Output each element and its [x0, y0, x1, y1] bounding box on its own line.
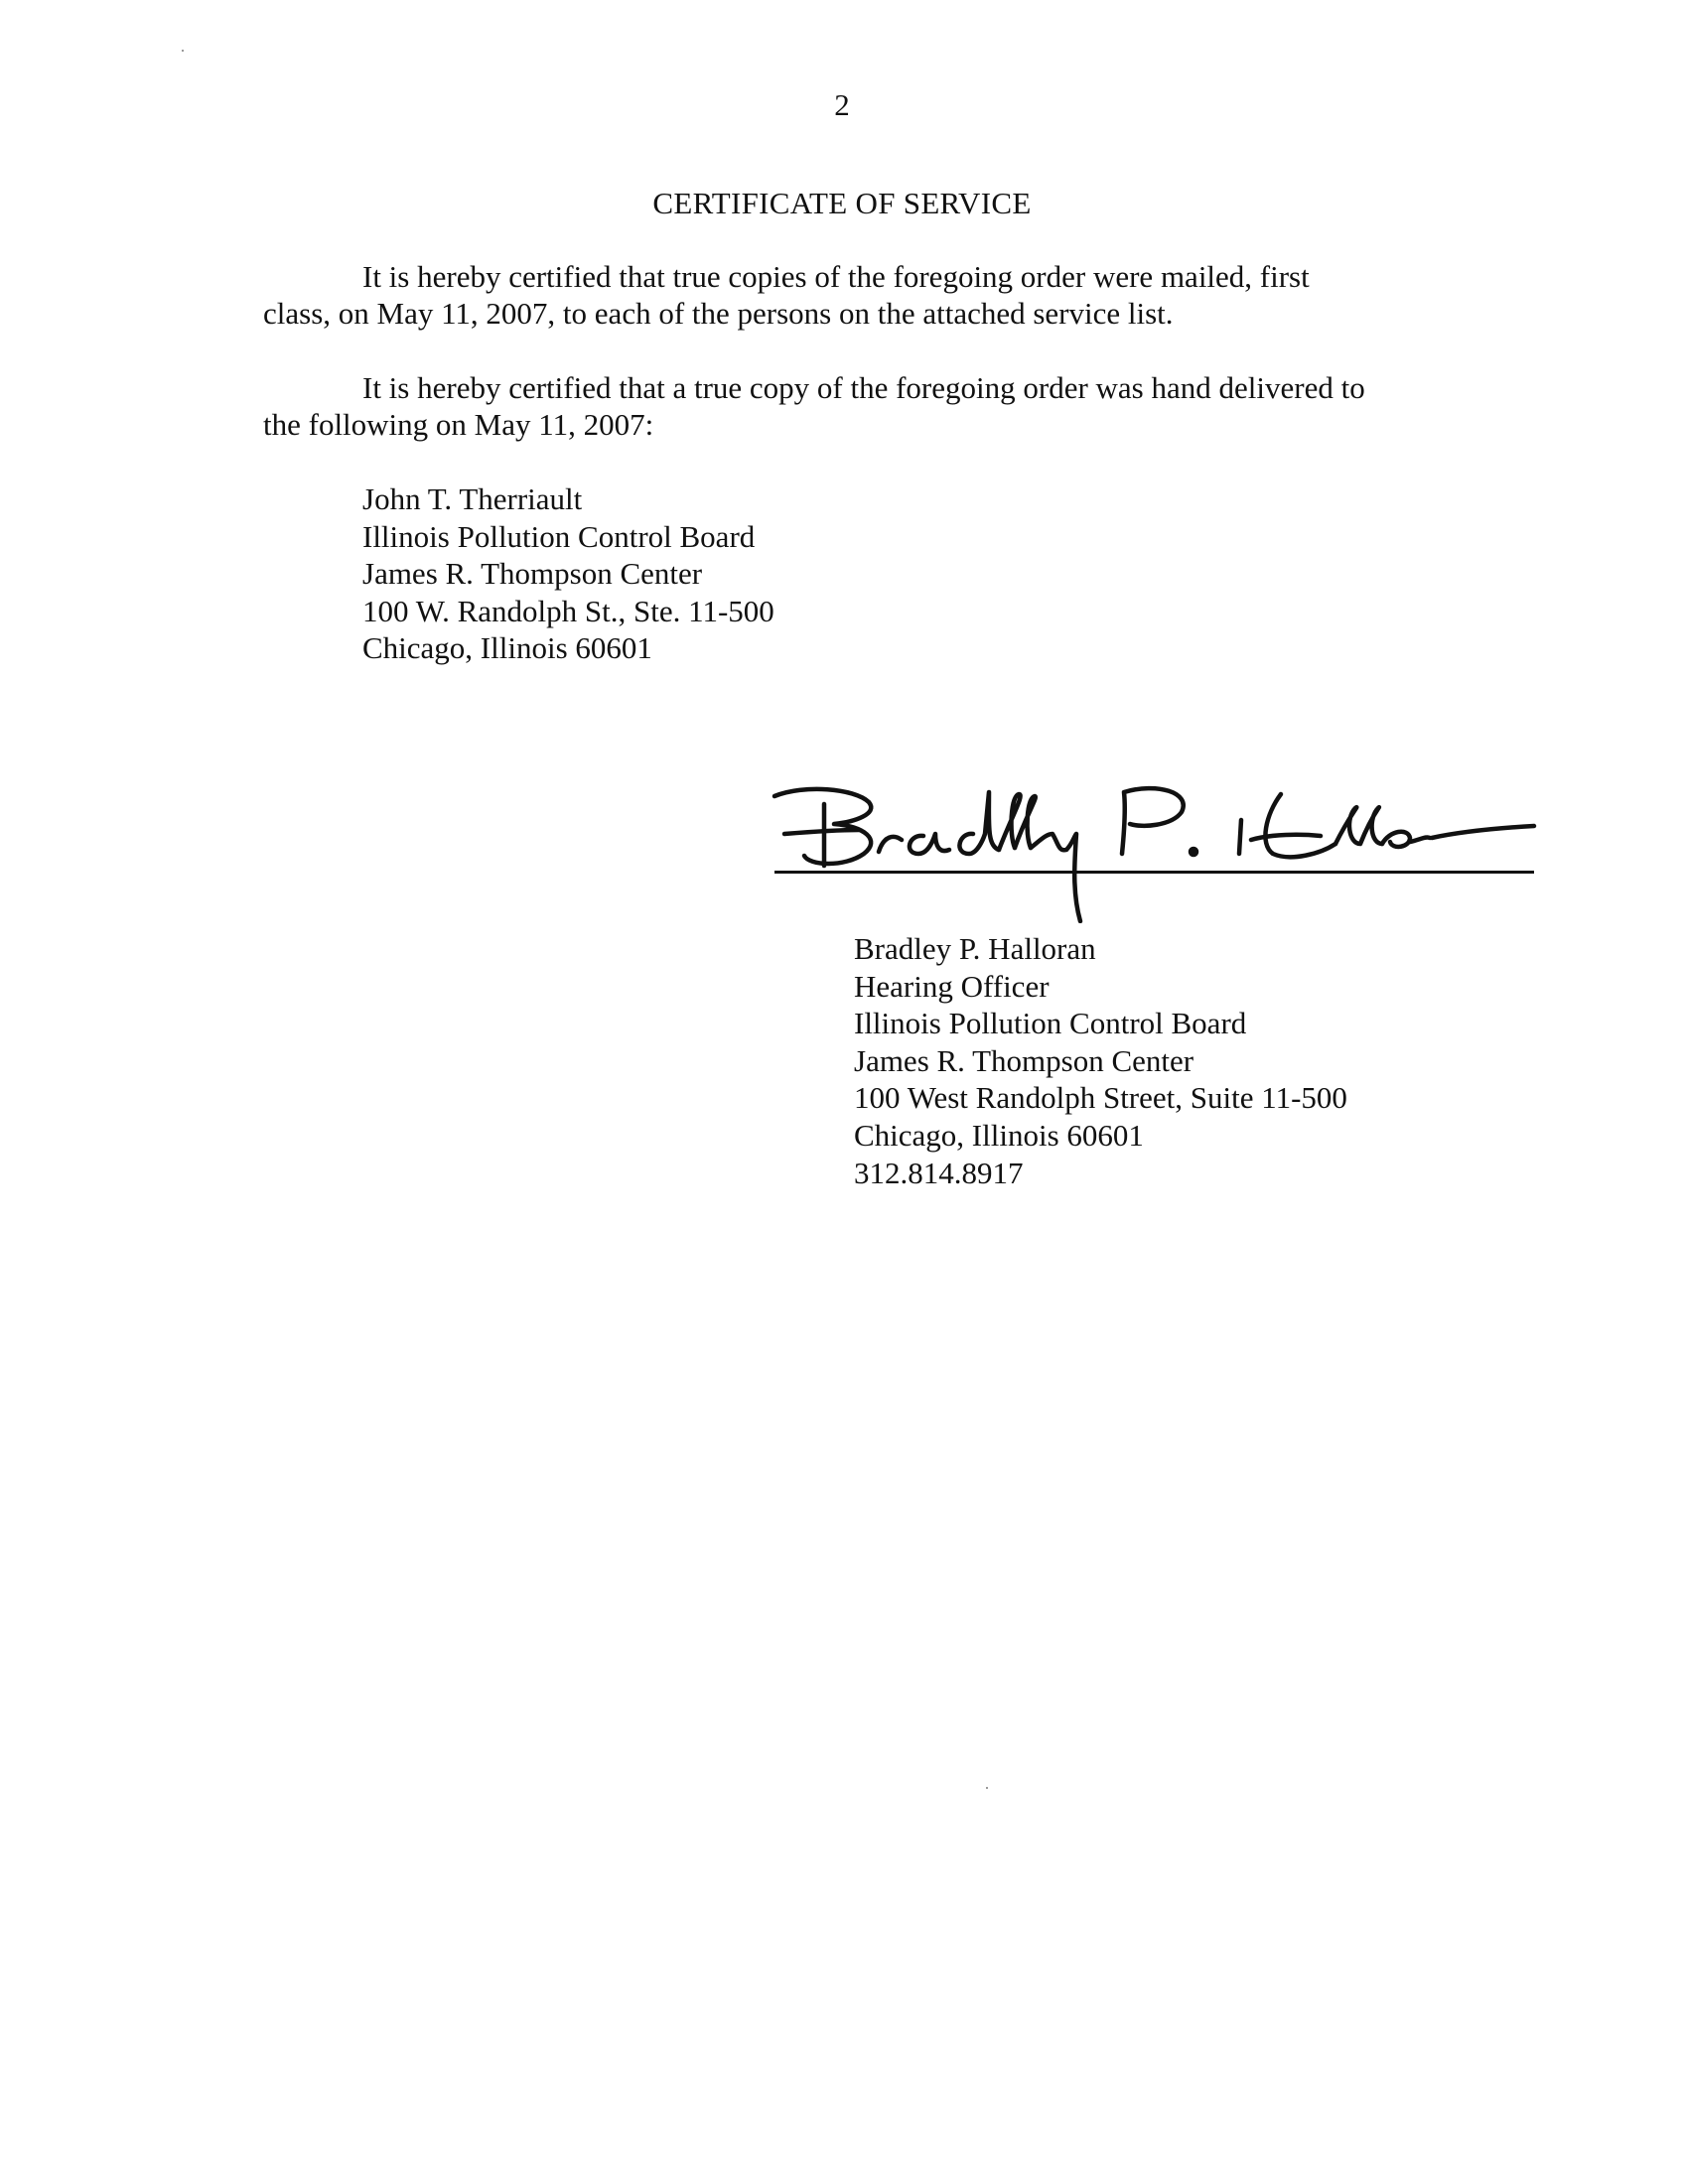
signer-block	[854, 930, 1347, 1191]
paragraph-line: It is hereby certified that true copies of the foregoing order were mailed, first	[362, 259, 1310, 294]
recipient-name: John T. Therriault	[362, 481, 583, 516]
handwritten-signature	[765, 774, 1539, 923]
signer-name: Bradley P. Halloran	[854, 931, 1096, 966]
paragraph-line: It is hereby certified that a true copy of the foregoing order was hand delivered to	[362, 370, 1365, 405]
paragraph-line: class, on May 11, 2007, to each of the persons on the attached service list.	[263, 296, 1174, 331]
signer-organization: Illinois Pollution Control Board	[854, 1006, 1247, 1041]
scan-speck	[986, 1787, 988, 1789]
signer-city: Chicago, Illinois 60601	[854, 1117, 1144, 1153]
signer-phone: 312.814.8917	[854, 1155, 1024, 1190]
paragraph-hand-delivered	[263, 369, 1455, 443]
recipient-organization: Illinois Pollution Control Board	[362, 518, 756, 554]
recipient-building: James R. Thompson Center	[362, 556, 703, 591]
page-number: 2	[834, 87, 850, 122]
paragraph-mailed	[263, 258, 1455, 332]
signer-street: 100 West Randolph Street, Suite 11-500	[854, 1080, 1347, 1116]
signer-title: Hearing Officer	[854, 968, 1050, 1004]
signer-building: James R. Thompson Center	[854, 1042, 1194, 1078]
recipient-address	[362, 480, 774, 667]
recipient-street: 100 W. Randolph St., Ste. 11-500	[362, 593, 774, 628]
scan-speck	[182, 50, 184, 52]
paragraph-line: the following on May 11, 2007:	[263, 407, 654, 442]
signature-line	[774, 871, 1534, 874]
certificate-title: CERTIFICATE OF SERVICE	[652, 186, 1032, 220]
recipient-city: Chicago, Illinois 60601	[362, 630, 652, 665]
